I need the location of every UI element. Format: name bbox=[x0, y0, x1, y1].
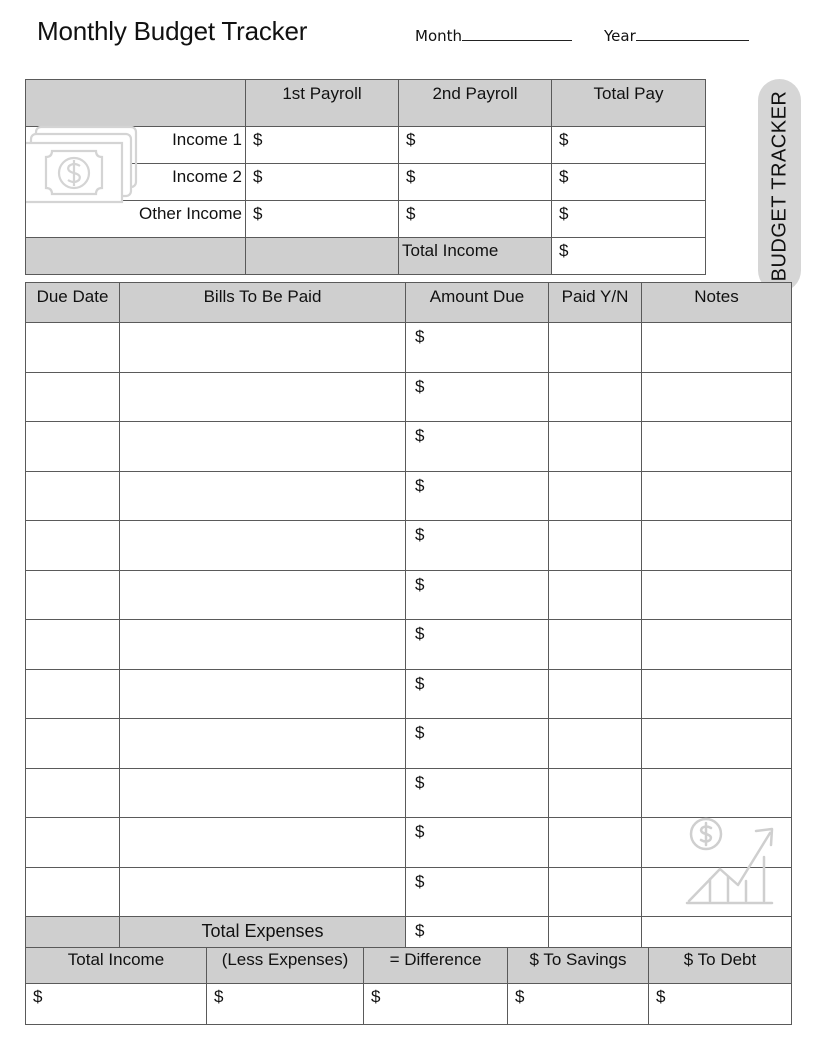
bill-row bbox=[26, 818, 792, 868]
income-cell[interactable]: $ bbox=[246, 164, 399, 201]
bill-name-cell[interactable] bbox=[120, 768, 406, 818]
income-header-cell: 2nd Payroll bbox=[399, 80, 552, 127]
notes-cell[interactable] bbox=[642, 372, 792, 422]
income-cell[interactable]: $ bbox=[552, 201, 706, 238]
paid-cell[interactable] bbox=[549, 521, 642, 571]
income-row bbox=[26, 201, 706, 238]
income-row-label: Income 1 bbox=[26, 127, 246, 164]
notes-cell[interactable] bbox=[642, 570, 792, 620]
month-label: Month bbox=[415, 27, 463, 45]
income-header-blank bbox=[26, 80, 246, 127]
notes-cell[interactable] bbox=[642, 471, 792, 521]
income-cell[interactable]: $ bbox=[399, 164, 552, 201]
summary-value-row bbox=[26, 984, 792, 1025]
summary-header-cell: = Difference bbox=[364, 948, 508, 984]
paid-cell[interactable] bbox=[549, 719, 642, 769]
summary-header-cell: $ To Debt bbox=[649, 948, 792, 984]
income-total-blank bbox=[246, 238, 399, 275]
bill-name-cell[interactable] bbox=[120, 323, 406, 373]
due-date-cell[interactable] bbox=[26, 471, 120, 521]
summary-header-cell: $ To Savings bbox=[508, 948, 649, 984]
bill-row bbox=[26, 422, 792, 472]
paid-cell[interactable] bbox=[549, 570, 642, 620]
summary-table bbox=[25, 947, 792, 1025]
summary-header-cell: (Less Expenses) bbox=[207, 948, 364, 984]
income-cell[interactable]: $ bbox=[552, 127, 706, 164]
paid-cell[interactable] bbox=[549, 768, 642, 818]
income-row-label: Other Income bbox=[26, 201, 246, 238]
paid-cell[interactable] bbox=[549, 867, 642, 917]
paid-cell[interactable] bbox=[549, 669, 642, 719]
due-date-cell[interactable] bbox=[26, 768, 120, 818]
year-blank[interactable] bbox=[636, 28, 749, 41]
amount-due-cell[interactable]: $ bbox=[406, 372, 549, 422]
due-date-cell[interactable] bbox=[26, 867, 120, 917]
bill-name-cell[interactable] bbox=[120, 521, 406, 571]
amount-due-cell[interactable]: $ bbox=[406, 521, 549, 571]
bill-row bbox=[26, 719, 792, 769]
summary-header-row bbox=[26, 948, 792, 984]
income-cell[interactable]: $ bbox=[246, 201, 399, 238]
side-tab-label: BUDGET TRACKER bbox=[768, 90, 790, 281]
due-date-cell[interactable] bbox=[26, 521, 120, 571]
year-field[interactable] bbox=[604, 27, 749, 45]
bill-row bbox=[26, 471, 792, 521]
income-total-row bbox=[26, 238, 706, 275]
paid-cell[interactable] bbox=[549, 422, 642, 472]
bill-row bbox=[26, 570, 792, 620]
due-date-cell[interactable] bbox=[26, 323, 120, 373]
bill-name-cell[interactable] bbox=[120, 719, 406, 769]
income-cell[interactable]: $ bbox=[246, 127, 399, 164]
notes-cell[interactable] bbox=[642, 768, 792, 818]
bill-row bbox=[26, 323, 792, 373]
total-income-cell[interactable]: $ bbox=[552, 238, 706, 275]
paid-cell[interactable] bbox=[549, 471, 642, 521]
bill-row bbox=[26, 867, 792, 917]
due-date-cell[interactable] bbox=[26, 570, 120, 620]
page-title: Monthly Budget Tracker bbox=[37, 16, 308, 46]
bills-header-cell: Bills To Be Paid bbox=[120, 283, 406, 323]
bill-name-cell[interactable] bbox=[120, 422, 406, 472]
growth-chart-icon bbox=[684, 815, 779, 907]
bill-name-cell[interactable] bbox=[120, 867, 406, 917]
month-field[interactable] bbox=[415, 27, 572, 45]
income-cell[interactable]: $ bbox=[399, 127, 552, 164]
amount-due-cell[interactable]: $ bbox=[406, 323, 549, 373]
notes-cell[interactable] bbox=[642, 669, 792, 719]
summary-cell[interactable]: $ bbox=[508, 984, 649, 1025]
notes-cell[interactable] bbox=[642, 719, 792, 769]
paid-cell[interactable] bbox=[549, 323, 642, 373]
bill-name-cell[interactable] bbox=[120, 818, 406, 868]
summary-cell[interactable]: $ bbox=[649, 984, 792, 1025]
notes-cell[interactable] bbox=[642, 521, 792, 571]
bill-name-cell[interactable] bbox=[120, 471, 406, 521]
income-cell[interactable]: $ bbox=[552, 164, 706, 201]
due-date-cell[interactable] bbox=[26, 669, 120, 719]
bill-name-cell[interactable] bbox=[120, 570, 406, 620]
amount-due-cell[interactable]: $ bbox=[406, 768, 549, 818]
bill-row bbox=[26, 669, 792, 719]
due-date-cell[interactable] bbox=[26, 422, 120, 472]
bills-header-row bbox=[26, 283, 792, 323]
amount-due-cell[interactable]: $ bbox=[406, 471, 549, 521]
total-expenses-cell[interactable]: $ bbox=[406, 917, 549, 954]
notes-cell[interactable] bbox=[642, 323, 792, 373]
bills-header-cell: Notes bbox=[642, 283, 792, 323]
bill-name-cell[interactable] bbox=[120, 620, 406, 670]
summary-cell[interactable]: $ bbox=[26, 984, 207, 1025]
bills-table bbox=[25, 282, 792, 954]
income-header-cell: Total Pay bbox=[552, 80, 706, 127]
due-date-cell[interactable] bbox=[26, 719, 120, 769]
bill-row bbox=[26, 768, 792, 818]
money-bills-icon bbox=[26, 124, 138, 204]
amount-due-cell[interactable]: $ bbox=[406, 818, 549, 868]
summary-cell[interactable]: $ bbox=[207, 984, 364, 1025]
due-date-cell[interactable] bbox=[26, 818, 120, 868]
income-total-blank bbox=[26, 238, 246, 275]
summary-header-cell: Total Income bbox=[26, 948, 207, 984]
bill-row bbox=[26, 620, 792, 670]
bills-header-cell: Amount Due bbox=[406, 283, 549, 323]
year-label: Year bbox=[604, 27, 636, 45]
bills-header-cell: Paid Y/N bbox=[549, 283, 642, 323]
summary-cell[interactable]: $ bbox=[364, 984, 508, 1025]
total-expenses-label: Total Expenses bbox=[120, 917, 406, 954]
income-row-label: Income 2 bbox=[26, 164, 246, 201]
amount-due-cell[interactable]: $ bbox=[406, 570, 549, 620]
income-header-row bbox=[26, 80, 706, 127]
due-date-cell[interactable] bbox=[26, 372, 120, 422]
amount-due-cell[interactable]: $ bbox=[406, 669, 549, 719]
bill-row bbox=[26, 521, 792, 571]
notes-cell[interactable] bbox=[642, 620, 792, 670]
income-cell[interactable]: $ bbox=[399, 201, 552, 238]
bill-name-cell[interactable] bbox=[120, 372, 406, 422]
bills-header-cell: Due Date bbox=[26, 283, 120, 323]
amount-due-cell[interactable]: $ bbox=[406, 620, 549, 670]
total-income-label: Total Income bbox=[399, 238, 552, 275]
paid-cell[interactable] bbox=[549, 372, 642, 422]
month-blank[interactable] bbox=[462, 28, 572, 41]
amount-due-cell[interactable]: $ bbox=[406, 719, 549, 769]
bill-row bbox=[26, 372, 792, 422]
notes-cell[interactable] bbox=[642, 422, 792, 472]
due-date-cell[interactable] bbox=[26, 620, 120, 670]
amount-due-cell[interactable]: $ bbox=[406, 422, 549, 472]
paid-cell[interactable] bbox=[549, 818, 642, 868]
budget-tracker-tab bbox=[758, 79, 801, 292]
bill-name-cell[interactable] bbox=[120, 669, 406, 719]
amount-due-cell[interactable]: $ bbox=[406, 867, 549, 917]
paid-cell[interactable] bbox=[549, 620, 642, 670]
income-header-cell: 1st Payroll bbox=[246, 80, 399, 127]
